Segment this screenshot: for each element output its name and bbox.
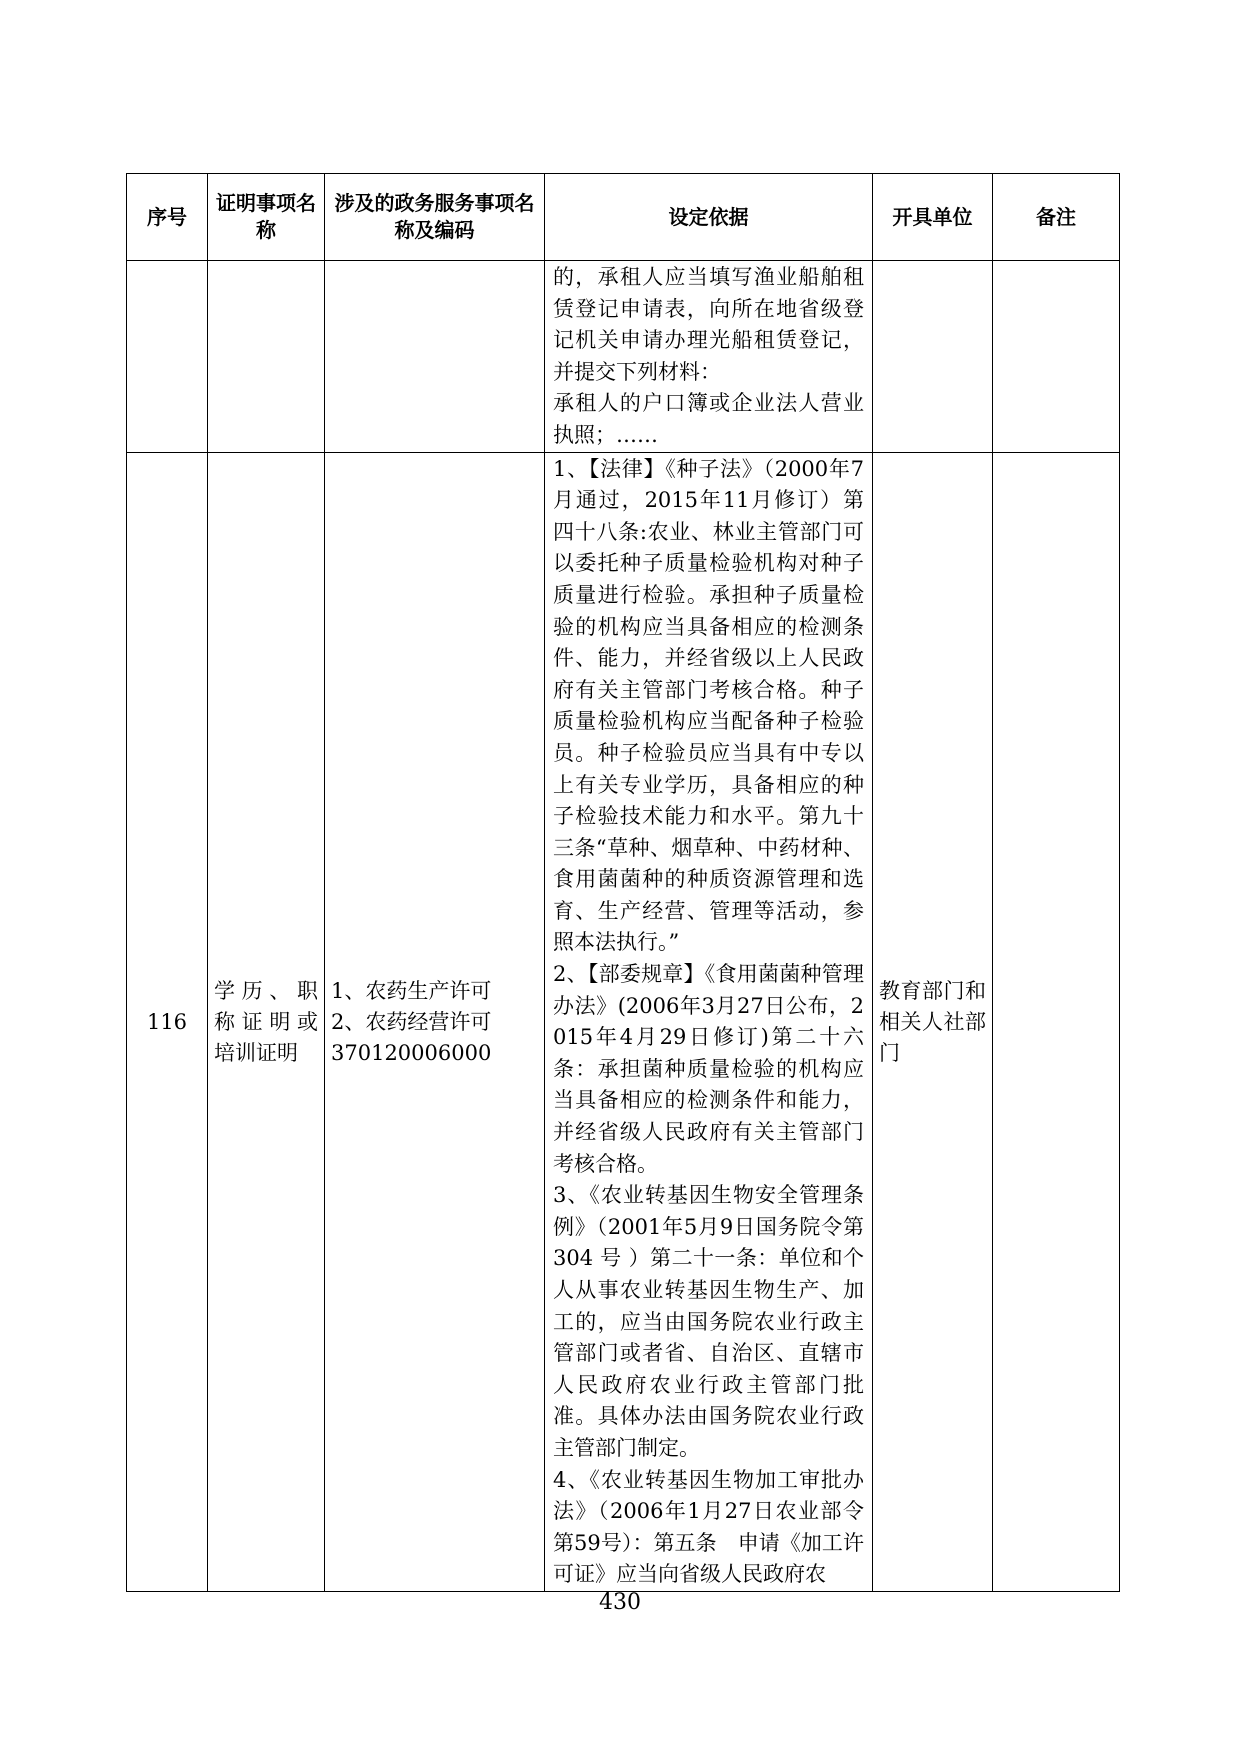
- cell-issuer: [873, 261, 993, 453]
- basis-text: 1、【法律】《种子法》（2000年7月通过，2015年11月修订）第四十八条:农业、林业主管部门可以委托种子质量检验机构对种子质量进行检验。承担种子质量检验的机构应当具备相应的检测条件、能力，并经省级以上人民政府有关主管部门考核合格。种子质量检验机构应当配备种子检验员。种子检验员应当具有中专以上有关专业学历，具备相应的种子检验技术能力和水平。第九十三条“草种、烟草种、中药材种、食用菌菌种的种质资源管理和选育、生产经营、管理等活动，参照本法执行。” 2、【部委规章】《食用菌菌种管理办法》(2006年3月27日公布，2015年4月29日修订)第二十六条：承担菌种质量检验的机构应当具备相应的检测条件和能力，并经省级人民政府有关主管部门考核合格。 3、《农业转基因生物安全管理条例》（2001年5月9日国务院令第 304 号 ）第二十一条：单位和个人从事农业转基因生物生产、加工的，应当由国务院农业行政主管部门或者省、自治区、直辖市人民政府农业行政主管部门批准。具体办法由国务院农业行政主管部门制定。 4、《农业转基因生物加工审批办法》（2006年1月27日农业部令第59号）：第五条 申请《加工许可证》应当向省级人民政府农: [553, 456, 864, 1587]
- cell-seq: [127, 261, 208, 453]
- header-seq: 序号: [127, 174, 208, 261]
- cell-issuer: [873, 452, 993, 1591]
- table-row: [127, 452, 1120, 1591]
- page-number: 430: [599, 1590, 641, 1615]
- certification-table: [126, 173, 1120, 1592]
- issuer-text: 教育部门和相关人社部门: [879, 979, 986, 1066]
- cell-service: [325, 452, 545, 1591]
- table-row: [127, 261, 1120, 453]
- cell-service: [325, 261, 545, 453]
- cell-basis: [545, 452, 873, 1591]
- service-text: [325, 261, 544, 263]
- header-issuer: 开具单位: [873, 174, 993, 261]
- cell-seq: [127, 452, 208, 1591]
- service-text: 1、农药生产许可 2、农药经营许可 370120006000: [331, 979, 492, 1066]
- cell-remark: [993, 452, 1120, 1591]
- cert-name-text: [208, 261, 324, 263]
- cell-cert-name: [208, 452, 325, 1591]
- cell-cert-name: [208, 261, 325, 453]
- cert-name-text: 学历、职称证明或培训证明: [214, 979, 318, 1066]
- remark-text: [993, 1021, 1119, 1023]
- header-basis: 设定依据: [545, 174, 873, 261]
- seq-text: [127, 261, 207, 263]
- cell-remark: [993, 261, 1120, 453]
- issuer-text: [873, 261, 992, 263]
- header-cert-name: 证明事项名称: [208, 174, 325, 261]
- header-service: 涉及的政务服务事项名称及编码: [325, 174, 545, 261]
- remark-text: [993, 261, 1119, 263]
- cell-basis: [545, 261, 873, 453]
- table-header-row: [127, 174, 1120, 261]
- header-remark: 备注: [993, 174, 1120, 261]
- basis-text: 的，承租人应当填写渔业船舶租赁登记申请表，向所在地省级登记机关申请办理光船租赁登记，并提交下列材料： 承租人的户口簿或企业法人营业执照；……: [553, 265, 864, 447]
- seq-text: 116: [146, 1010, 188, 1035]
